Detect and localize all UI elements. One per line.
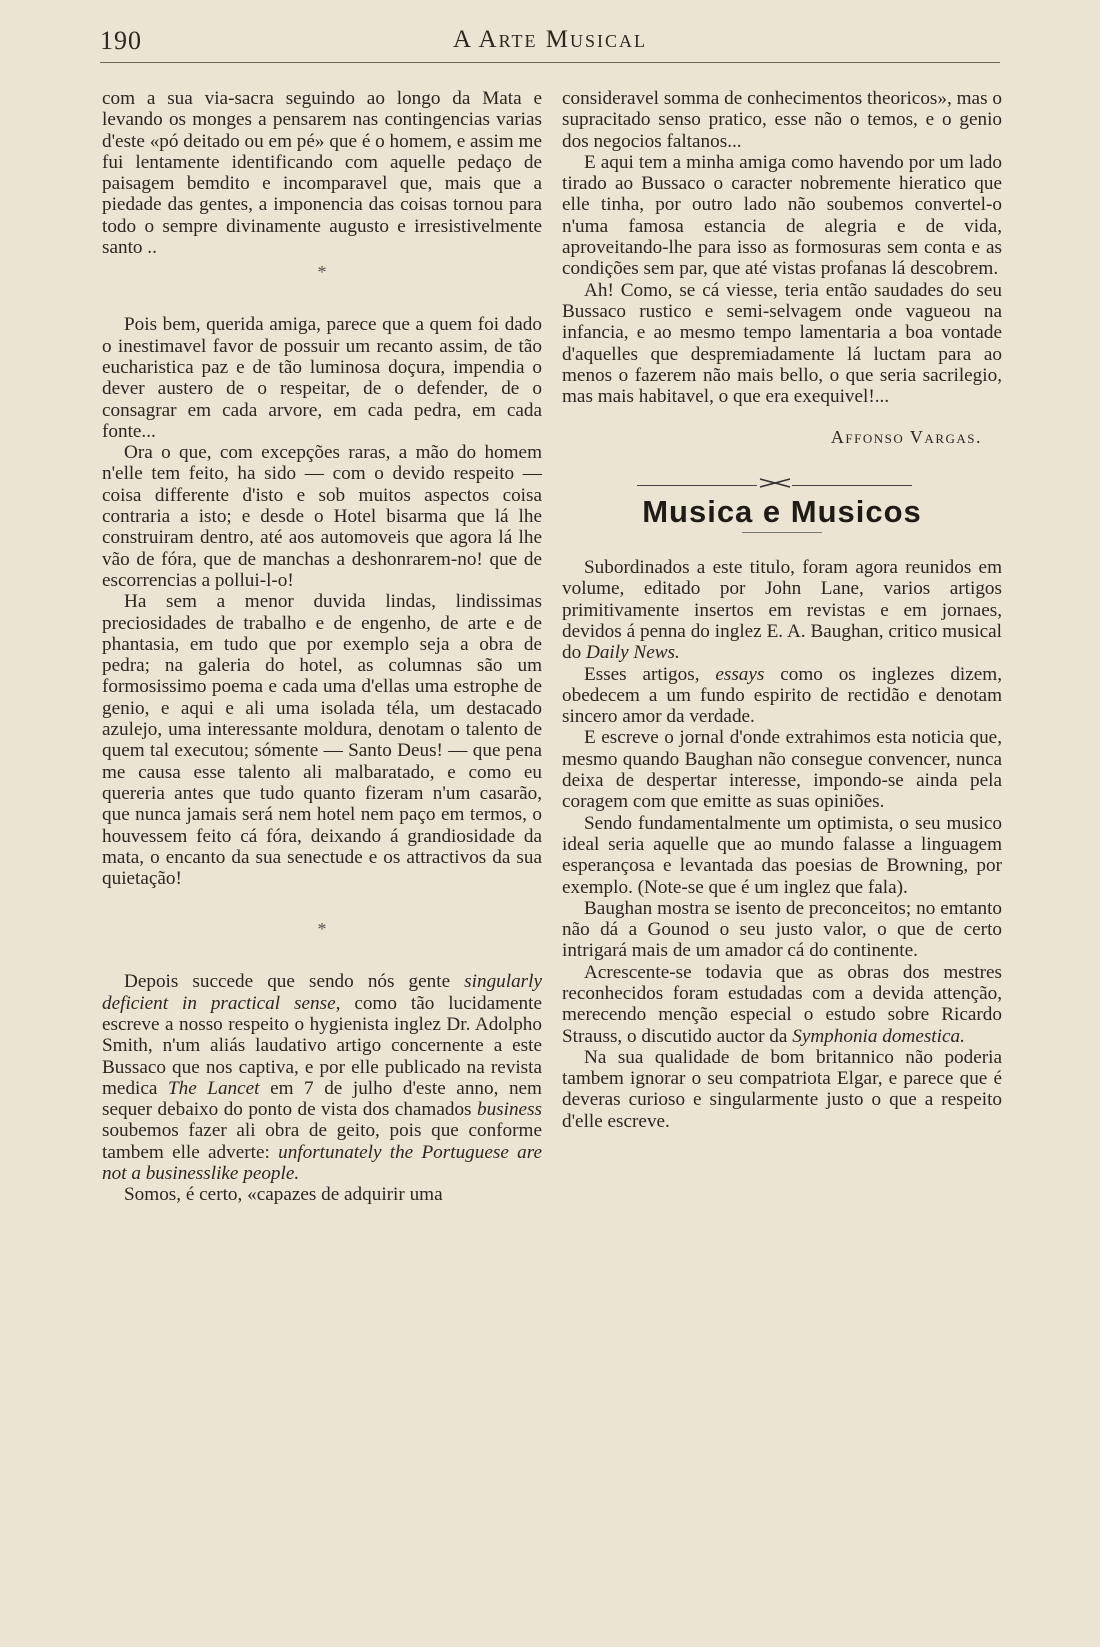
ornament-icon [758,473,792,498]
paragraph: consideravel somma de conhecimentos theoricos», mas o supracitado senso pratico, esse não o temos, e o genio dos negocios faltanos... [562,88,1002,152]
header-rule [100,62,1000,63]
paragraph: Ah! Como, se cá viesse, teria então saudades do seu Bussaco rustico e semi-selvagem onde vagueou na infancia, e ao mesmo tempo lamentaria a boa vontade d'aquelles que despremiadamente lá luctam para ao menos o fazerem não mais bello, o que seria sacrilegio, mas mais habitavel, o que era exequivel!... [562,279,1002,408]
italic-text: unfortunately the Portuguese are not a businesslike people. [102,1141,542,1185]
paragraph: Baughan mostra se isento de preconceitos; no emtanto não dá a Gounod o seu justo valor, o que de certo intrigará mais de um amador cá do continente. [562,897,1002,962]
text-run: como os inglezes dizem, obedecem a um fundo espirito de rectidão e denotam sincero amor da verdade. [562,663,1002,728]
paragraph: Na sua qualidade de bom britannico não poderia tambem ignorar o seu compatriota Elgar, e parece que é deveras curioso e singularmente justo o que a respeito d'elle escreve. [562,1046,1002,1132]
text-run: Depois succede que sendo nós gente [124,971,465,993]
text-run: Acrescente-se todavia que as obras dos mestres reconhecidos foram estudadas com a devida attenção, merecendo menção especial o estudo sobre Ricardo Strauss, o discutido auctor da [562,961,1002,1047]
paragraph [562,664,1002,728]
paragraph: Ora o que, com excepções raras, a mão do homem n'elle tem feito, ha sido — com o devido respeito — coisa differente d'isto e sob muitos aspectos coisa contraria a isto; e desde o Hotel bisarma que lá lhe construiram dentro, até aos automoveis que agora lá lhe vão de fóra, que de manchas a deshonrarem-no! que de escorrencias a pollui-l-o! [102,442,542,591]
title-rule [742,532,822,533]
paragraph: Somos, é certo, «capazes de adquirir uma [124,1184,443,1206]
text-run: Subordinados a este titulo, foram agora reunidos em volume, editado por John Lane, varios artigos primitivamente insertos em revistas e em jornaes, devidos á penna do inglez E. A. Baughan, critico musical do [562,557,1002,664]
italic-text: business [476,1099,542,1121]
paragraph: Ha sem a menor duvida lindas, lindissimas preciosidades de trabalho e de engenho, de arte e de phantasia, em tudo que por exemplo seja a obra de pedra; na galeria do hotel, as columnas são um formosissimo poema e cada uma d'ellas uma estrophe de genio, e aqui e ali uma isolada téla, um destacado azulejo, uma interessante moldura, denotam o talento de quem tal executou; sómente — Santo Deus! — que pena me causa esse talento ali malbaratado, e como eu quereria antes que tudo quanto fizeram n'um casarão, que nunca jamais será nem hotel nem paço em termos, o houvessem feito cá fóra, deixando á grandiosidade da mata, o encanto da sua senectude e os attractivos da sua quietação! [102,591,542,890]
text-run: como tão lucidamente escreve a nosso respeito o hygienista inglez Dr. Adolpho Smith, n'um aliás laudativo artigo concernente a este Bussaco que nos captiva, e por elle publicado na revista medica [102,992,542,1099]
paragraph: E escreve o jornal d'onde extrahimos esta noticia que, mesmo quando Baughan não consegue convencer, nunca deixa de despertar interesse, impondo-se ainda pela coragem com que emitte as suas opiniões. [562,727,1002,813]
page-number: 190 [100,26,142,55]
section-ornament [562,473,1002,497]
section-separator: * [317,262,327,283]
author-signature: Affonso Vargas. [830,427,982,448]
ornament-rule [637,485,757,486]
journal-title: A Arte Musical [453,26,647,53]
paragraph [562,557,1002,663]
italic-text: singularly deficient in practical sense, [102,971,542,1014]
paragraph: E aqui tem a minha amiga como havendo por um lado tirado ao Bussaco o caracter nobremente hieratico que elle tinha, por outro lado não soubemos convertel-o n'uma famosa estancia de alegria e de vida, aproveitando-lhe para isso as formosuras sem conta e as condições sem par, que até vistas profanas lá descobrem. [562,151,1002,280]
left-column [102,88,542,1206]
italic-text: The Lancet [167,1077,260,1099]
italic-text: essays [715,663,765,685]
italic-text: Daily News. [585,642,680,664]
section-separator: * [317,919,327,940]
text-run: Esses artigos, [584,663,716,685]
page-header [100,26,1000,62]
section-title: Musica e Musicos [642,493,922,529]
italic-text: Symphonia domestica. [792,1025,965,1047]
text-run: em 7 de julho d'este anno, nem sequer debaixo do ponto de vista dos chamados [102,1077,542,1121]
right-column [562,88,1002,1132]
paragraph: com a sua via-sacra seguindo ao longo da Mata e levando os monges a pensarem nas contingencias varias d'este «pó deitado ou em pé» que é o homem, e assim me fui lentamente identificando com aquelle pedaço de paisagem bemdito e incomparavel que, mais que a piedade das gentes, a imponencia das coisas tornou para todo o sempre divinamente augusto e irresistivelmente santo .. [102,88,542,259]
ornament-glyph [758,473,792,493]
paragraph [102,971,542,1184]
paragraph: Sendo fundamentalmente um optimista, o seu musico ideal seria aquelle que ao mundo falasse a linguagem esperançosa e levantada das poesias de Browning, por exemplo. (Note-se que é um inglez que fala). [562,812,1002,898]
text-run: soubemos fazer ali obra de geito, pois que conforme tambem elle adverte: [102,1120,542,1163]
paragraph [562,962,1002,1047]
paragraph: Pois bem, querida amiga, parece que a quem foi dado o inestimavel favor de possuir um recanto assim, de tão eucharistica paz e de tão luminosa doçura, impendia o dever austero de o respeitar, de o defender, de o consagrar em cada arvore, em cada pedra, em cada fonte... [102,314,542,442]
ornament-rule [792,485,912,486]
